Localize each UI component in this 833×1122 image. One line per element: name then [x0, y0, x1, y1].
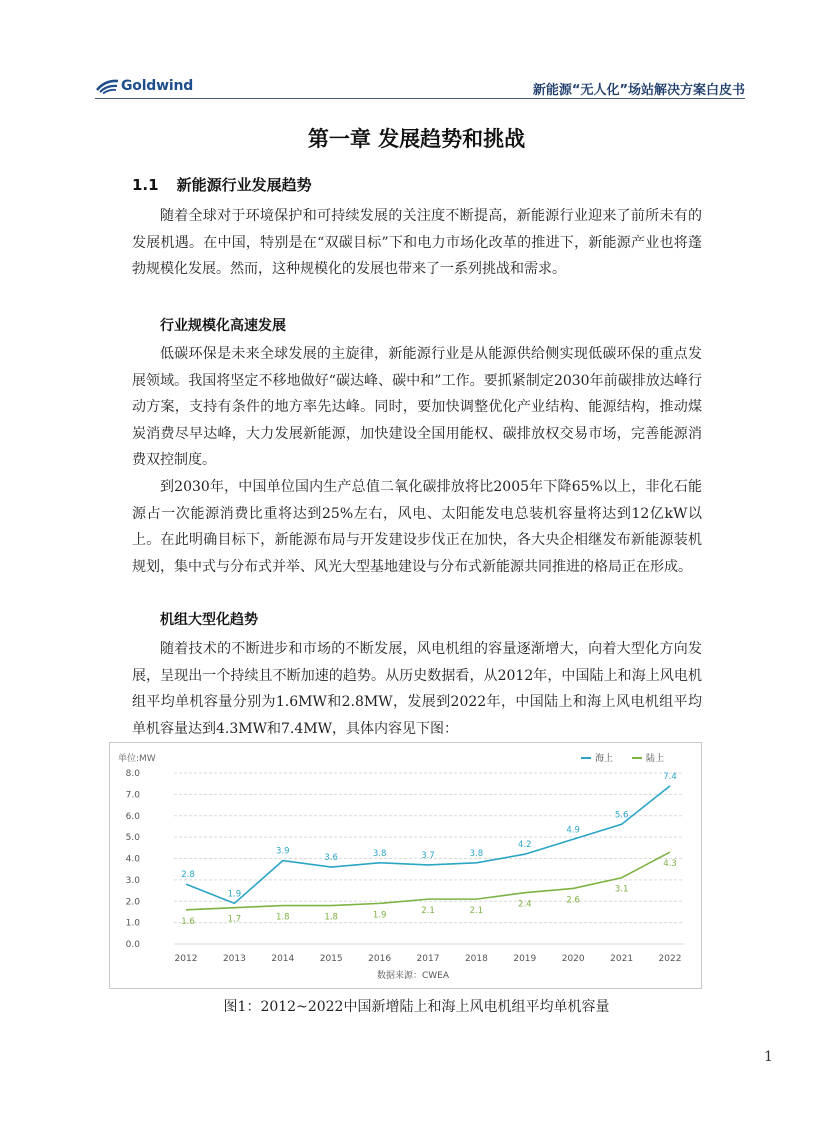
data-label: 2.1 — [469, 906, 484, 917]
x-tick-label: 2019 — [513, 954, 537, 964]
legend-label: 陆上 — [646, 754, 665, 764]
y-tick-label: 6.0 — [125, 811, 140, 822]
data-label: 1.9 — [372, 910, 387, 921]
x-tick-label: 2018 — [464, 954, 488, 964]
x-tick-label: 2020 — [561, 954, 585, 964]
header-divider — [95, 98, 745, 99]
figure-caption: 图1：2012~2022中国新增陆上和海上风电机组平均单机容量 — [223, 999, 610, 1015]
y-tick-label: 1.0 — [125, 918, 140, 929]
y-tick-label: 5.0 — [125, 833, 140, 844]
paragraph-intro: 随着全球对于环境保护和可持续发展的关注度不断提高，新能源行业迎来了前所未有的发展机遇。在中国，特别是在“双碳目标”下和电力市场化改革的推进下，新能源产业也将蓬勃规模化发展。然而，这种规模化的发展也带来了一系列挑战和需求。 — [132, 208, 702, 277]
data-label: 3.9 — [276, 846, 290, 857]
data-label: 5.6 — [614, 810, 629, 821]
x-tick-label: 2013 — [222, 954, 246, 964]
x-tick-label: 2015 — [319, 954, 343, 964]
goldwind-logo-icon — [95, 78, 119, 94]
goldwind-logo — [95, 78, 193, 94]
chapter-title: 第一章 发展趋势和挑战 — [307, 127, 526, 151]
legend-label: 海上 — [595, 754, 614, 764]
data-label: 1.8 — [276, 912, 290, 923]
data-label: 3.8 — [469, 848, 484, 859]
data-label: 3.7 — [421, 850, 435, 861]
data-label: 2.4 — [518, 899, 532, 910]
page-number: 1 — [764, 1049, 773, 1065]
capacity-line-chart — [109, 742, 702, 989]
x-tick-label: 2021 — [610, 954, 634, 964]
data-label: 3.1 — [614, 884, 629, 895]
x-tick-label: 2012 — [174, 954, 198, 964]
chart-canvas — [110, 743, 701, 988]
section-number: 1.1 — [132, 176, 159, 194]
chart-source: 数据来源：CWEA — [376, 971, 450, 981]
page-header — [95, 76, 745, 98]
data-label: 2.6 — [566, 895, 580, 906]
y-tick-label: 3.0 — [125, 875, 140, 886]
x-tick-label: 2016 — [368, 954, 392, 964]
y-axis-unit-label: 单位:MW — [118, 754, 156, 764]
header-title: 新能源“无人化”场站解决方案白皮书 — [532, 83, 745, 98]
logo-text: Goldwind — [121, 78, 194, 94]
data-label: 2.8 — [181, 870, 195, 881]
y-tick-label: 4.0 — [125, 854, 140, 865]
y-tick-label: 2.0 — [125, 897, 140, 908]
x-tick-label: 2022 — [658, 954, 682, 964]
y-tick-label: 8.0 — [125, 769, 140, 779]
data-label: 2.1 — [421, 906, 435, 917]
x-tick-label: 2014 — [271, 954, 295, 964]
section-heading — [132, 174, 312, 195]
data-label: 4.9 — [566, 825, 580, 836]
data-label: 1.6 — [181, 916, 195, 927]
data-label: 4.3 — [663, 859, 677, 870]
y-tick-label: 0.0 — [125, 940, 140, 950]
series-line-offshore — [186, 786, 670, 904]
subheading-scale: 行业规模化高速发展 — [160, 318, 286, 334]
paragraph-turbine: 随着技术的不断进步和市场的不断发展，风电机组的容量逐渐增大，向着大型化方向发展，呈现出一个持续且不断加速的趋势。从历史数据看，从2012年，中国陆上和海上风电机组平均单机容量分别为1.6MW和2.8MW，发展到2022年，中国陆上和海上风电机组平均单机容量达到4.3MW和7.4MW，具体内容见下图： — [132, 641, 702, 737]
section-title: 新能源行业发展趋势 — [176, 176, 312, 194]
y-tick-label: 7.0 — [125, 790, 140, 801]
paragraph-scale-2: 到2030年，中国单位国内生产总值二氧化碳排放将比2005年下降65%以上，非化石能源占一次能源消费比重将达到25%左右，风电、太阳能发电总装机容量将达到12亿kW以上。在此明确目标下，新能源布局与开发建设步伐正在加快，各大央企相继发布新能源装机规划，集中式与分布式并举、风光大型基地建设与分布式新能源共同推进的格局正在形成。 — [132, 479, 702, 575]
data-label: 3.8 — [372, 848, 387, 859]
data-label: 4.2 — [518, 840, 532, 851]
data-label: 1.7 — [227, 914, 242, 925]
data-label: 1.8 — [324, 912, 338, 923]
subheading-turbine: 机组大型化趋势 — [160, 612, 258, 628]
data-label: 1.9 — [227, 889, 242, 900]
data-label: 3.6 — [324, 853, 338, 864]
data-label: 7.4 — [663, 771, 677, 782]
x-tick-label: 2017 — [416, 954, 440, 964]
paragraph-scale-1: 低碳环保是未来全球发展的主旋律，新能源行业是从能源供给侧实现低碳环保的重点发展领域。我国将坚定不移地做好“碳达峰、碳中和”工作。要抓紧制定2030年前碳排放达峰行动方案，支持有条件的地方率先达峰。同时，要加快调整优化产业结构、能源结构，推动煤炭消费尽早达峰，大力发展新能源，加快建设全国用能权、碳排放权交易市场，完善能源消费双控制度。 — [132, 346, 702, 468]
